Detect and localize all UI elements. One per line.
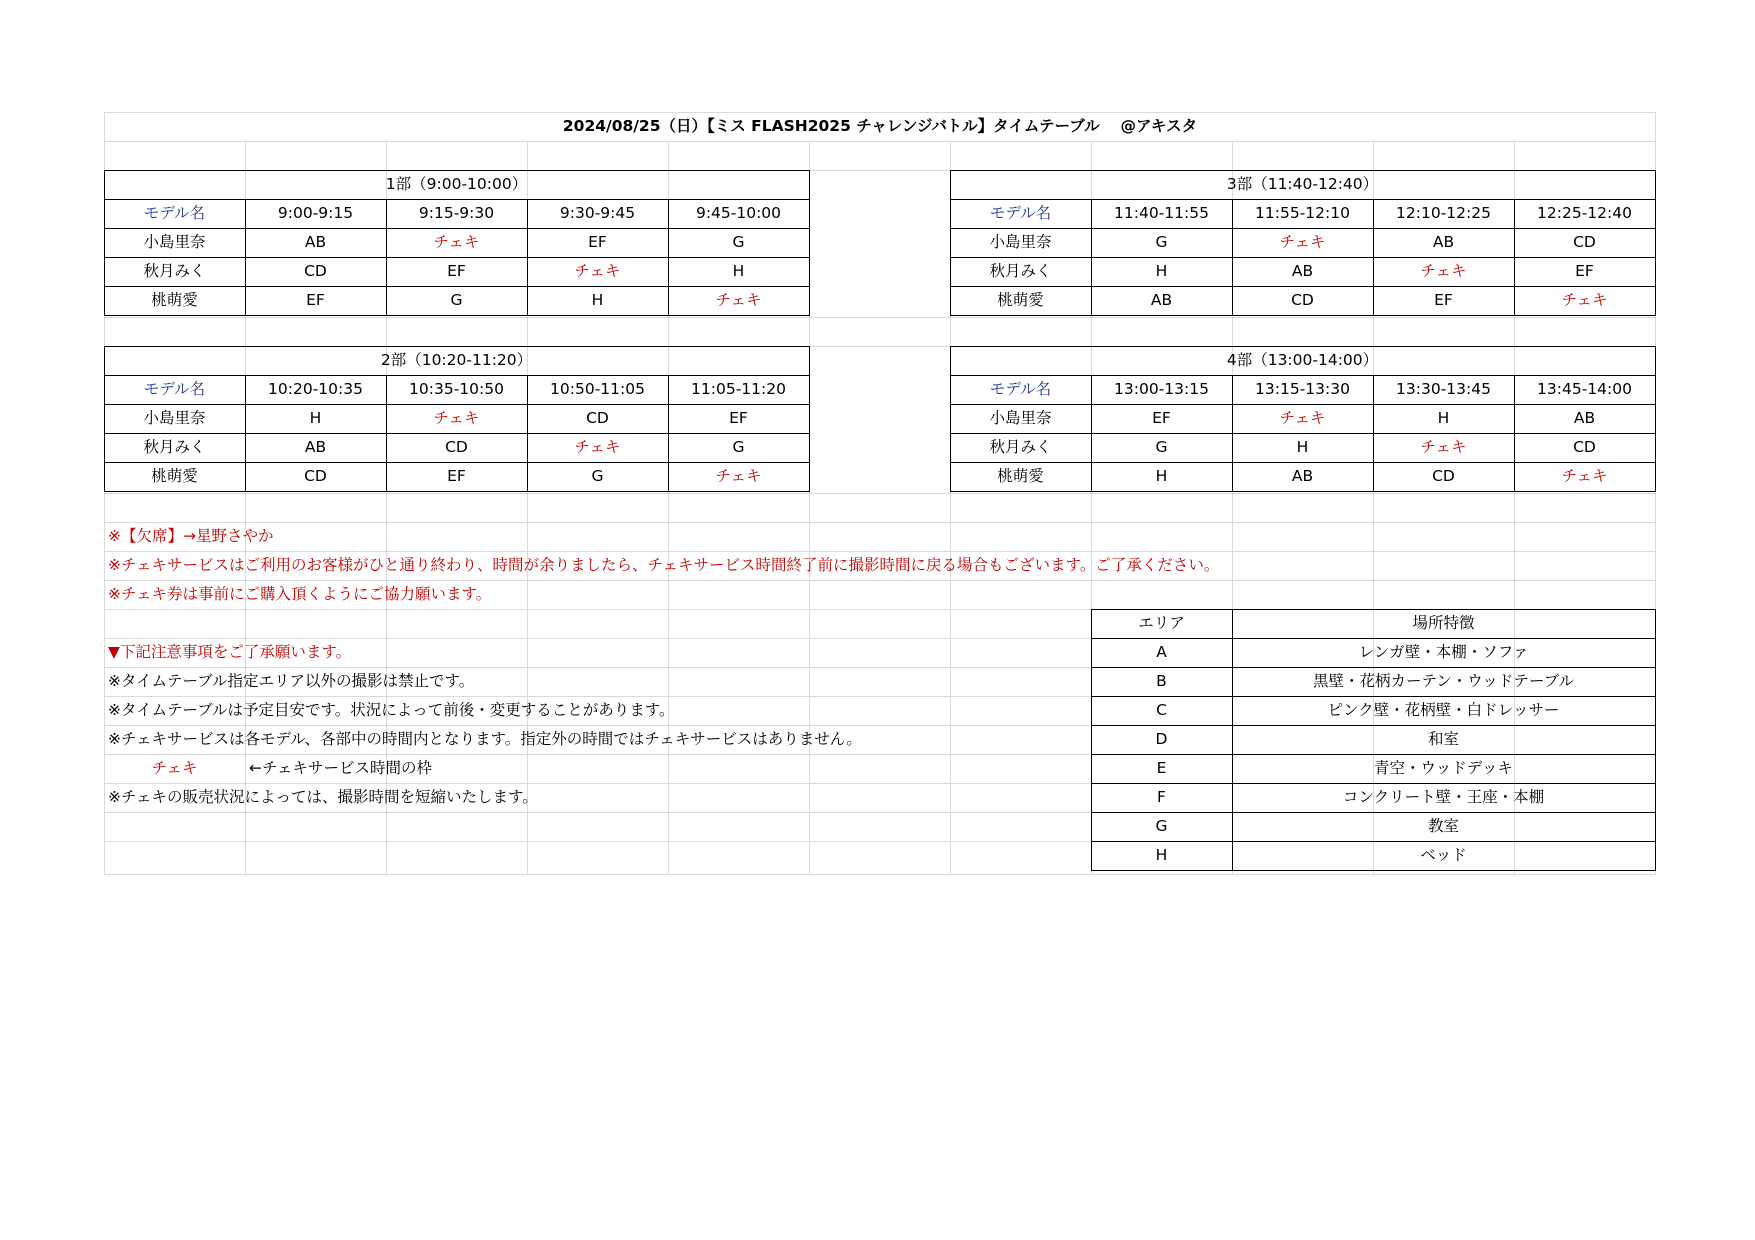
area-code-cell: EF <box>588 232 607 251</box>
area-code-cell: CD <box>1573 437 1596 456</box>
area-code: D <box>1155 729 1168 748</box>
cheki-slot: チェキ <box>1279 408 1326 427</box>
time-slot-header: 12:10-12:25 <box>1396 203 1491 222</box>
time-slot-header: 12:25-12:40 <box>1537 203 1632 222</box>
cheki-slot: チェキ <box>574 261 621 280</box>
area-code-cell: AB <box>1291 261 1314 280</box>
time-slot-header: 11:40-11:55 <box>1114 203 1209 222</box>
notice-item: ※チェキサービスは各モデル、各部中の時間内となります。指定外の時間ではチェキサービスはありません。 <box>108 729 862 748</box>
time-slot-header: 10:50-11:05 <box>550 379 645 398</box>
area-code: E <box>1156 758 1167 777</box>
area-code-cell: AB <box>1432 232 1455 251</box>
time-slot-header: 10:20-10:35 <box>268 379 363 398</box>
notice-item: ※チェキの販売状況によっては、撮影時間を短縮いたします。 <box>108 787 538 806</box>
part-title: 3部（11:40-12:40） <box>1226 174 1379 193</box>
area-feature: ピンク壁・花柄壁・白ドレッサー <box>1327 700 1560 719</box>
area-feature: 和室 <box>1427 729 1459 748</box>
area-code-cell: EF <box>1152 408 1171 427</box>
area-code: G <box>1155 816 1168 835</box>
cheki-service-note: ※チェキサービスはご利用のお客様がひと通り終わり、時間が余りましたら、チェキサービス時間終了前に撮影時間に戻る場合もございます。ご了承ください。 <box>108 555 1220 574</box>
area-code-cell: CD <box>445 437 468 456</box>
time-slot-header: 9:30-9:45 <box>559 203 636 222</box>
area-code-cell: H <box>1155 466 1168 485</box>
cheki-slot: チェキ <box>1420 437 1467 456</box>
cheki-slot: チェキ <box>1420 261 1467 280</box>
time-slot-header: 9:15-9:30 <box>418 203 495 222</box>
cheki-slot: チェキ <box>715 466 762 485</box>
area-code: H <box>1155 845 1168 864</box>
cheki-slot: チェキ <box>433 232 480 251</box>
area-code-cell: G <box>732 232 745 251</box>
model-name: 秋月みく <box>989 261 1052 280</box>
area-feature: 青空・ウッドデッキ <box>1374 758 1513 777</box>
area-code-cell: G <box>450 290 463 309</box>
area-code-cell: H <box>309 408 322 427</box>
area-code: A <box>1156 642 1167 661</box>
area-code-cell: H <box>1155 261 1168 280</box>
area-code-cell: AB <box>1573 408 1596 427</box>
time-slot-header: 9:45-10:00 <box>695 203 782 222</box>
area-code-cell: AB <box>304 437 327 456</box>
model-name: 秋月みく <box>143 261 206 280</box>
area-code-cell: AB <box>1291 466 1314 485</box>
feature-header: 場所特徴 <box>1412 613 1475 632</box>
area-code-cell: G <box>1155 232 1168 251</box>
area-code-cell: EF <box>1575 261 1594 280</box>
area-code: C <box>1156 700 1167 719</box>
area-feature: 教室 <box>1427 816 1459 835</box>
area-feature: 黒壁・花柄カーテン・ウッドテーブル <box>1312 671 1575 690</box>
area-code-cell: CD <box>586 408 609 427</box>
area-code-cell: AB <box>1150 290 1173 309</box>
model-header: モデル名 <box>989 203 1052 222</box>
area-code: B <box>1156 671 1167 690</box>
spreadsheet <box>104 112 1656 875</box>
model-header: モデル名 <box>989 379 1052 398</box>
time-slot-header: 13:15-13:30 <box>1255 379 1350 398</box>
area-code-cell: EF <box>1434 290 1453 309</box>
model-name: 小島里奈 <box>143 408 206 427</box>
notice-item: ※タイムテーブルは予定目安です。状況によって前後・変更することがあります。 <box>108 700 675 719</box>
model-name: 小島里奈 <box>989 408 1052 427</box>
area-code-cell: H <box>732 261 745 280</box>
cheki-slot: チェキ <box>433 408 480 427</box>
area-code-cell: CD <box>304 261 327 280</box>
area-code-cell: EF <box>729 408 748 427</box>
time-slot-header: 11:55-12:10 <box>1255 203 1350 222</box>
cheki-slot: チェキ <box>715 290 762 309</box>
part-title: 4部（13:00-14:00） <box>1226 350 1379 369</box>
model-name: 小島里奈 <box>143 232 206 251</box>
area-code-cell: AB <box>304 232 327 251</box>
notice-item: ※タイムテーブル指定エリア以外の撮影は禁止です。 <box>108 671 475 690</box>
area-code-cell: EF <box>306 290 325 309</box>
absence-note: ※【欠席】→星野さやか <box>108 526 274 545</box>
model-name: 桃萌愛 <box>151 466 198 485</box>
cheki-slot: チェキ <box>574 437 621 456</box>
area-code-cell: CD <box>1291 290 1314 309</box>
area-feature: ベッド <box>1420 845 1467 864</box>
cheki-slot: チェキ <box>1279 232 1326 251</box>
model-name: 桃萌愛 <box>997 466 1044 485</box>
time-slot-header: 13:45-14:00 <box>1537 379 1632 398</box>
area-feature: レンガ壁・本棚・ソファ <box>1358 642 1529 661</box>
time-slot-header: 13:00-13:15 <box>1114 379 1209 398</box>
legend-description: ←チェキサービス時間の枠 <box>249 758 433 777</box>
area-code-cell: H <box>591 290 604 309</box>
area-code-cell: G <box>732 437 745 456</box>
page-title: 2024/08/25（日）【ミス FLASH2025 チャレンジバトル】タイムテーブル @アキスタ <box>562 116 1198 135</box>
model-name: 桃萌愛 <box>997 290 1044 309</box>
model-header: モデル名 <box>143 379 206 398</box>
time-slot-header: 13:30-13:45 <box>1396 379 1491 398</box>
model-name: 秋月みく <box>989 437 1052 456</box>
area-code-cell: EF <box>447 466 466 485</box>
model-name: 桃萌愛 <box>151 290 198 309</box>
area-code-cell: CD <box>1432 466 1455 485</box>
area-code-cell: G <box>1155 437 1168 456</box>
cheki-slot: チェキ <box>1561 290 1608 309</box>
area-code-cell: CD <box>1573 232 1596 251</box>
time-slot-header: 10:35-10:50 <box>409 379 504 398</box>
area-code-cell: EF <box>447 261 466 280</box>
area-code-cell: H <box>1296 437 1309 456</box>
part-title: 1部（9:00-10:00） <box>385 174 528 193</box>
model-name: 秋月みく <box>143 437 206 456</box>
model-name: 小島里奈 <box>989 232 1052 251</box>
area-code-cell: G <box>591 466 604 485</box>
area-code: F <box>1157 787 1166 806</box>
time-slot-header: 11:05-11:20 <box>691 379 786 398</box>
cheki-ticket-note: ※チェキ券は事前にご購入頂くようにご協力願います。 <box>108 584 492 603</box>
legend-cheki-label: チェキ <box>151 758 198 777</box>
part-title: 2部（10:20-11:20） <box>380 350 533 369</box>
area-code-cell: CD <box>304 466 327 485</box>
area-feature: コンクリート壁・王座・本棚 <box>1342 787 1545 806</box>
time-slot-header: 9:00-9:15 <box>277 203 354 222</box>
area-code-cell: H <box>1437 408 1450 427</box>
notice-heading: ▼下記注意事項をご了承願います。 <box>108 642 352 661</box>
area-header: エリア <box>1138 613 1185 632</box>
cheki-slot: チェキ <box>1561 466 1608 485</box>
model-header: モデル名 <box>143 203 206 222</box>
